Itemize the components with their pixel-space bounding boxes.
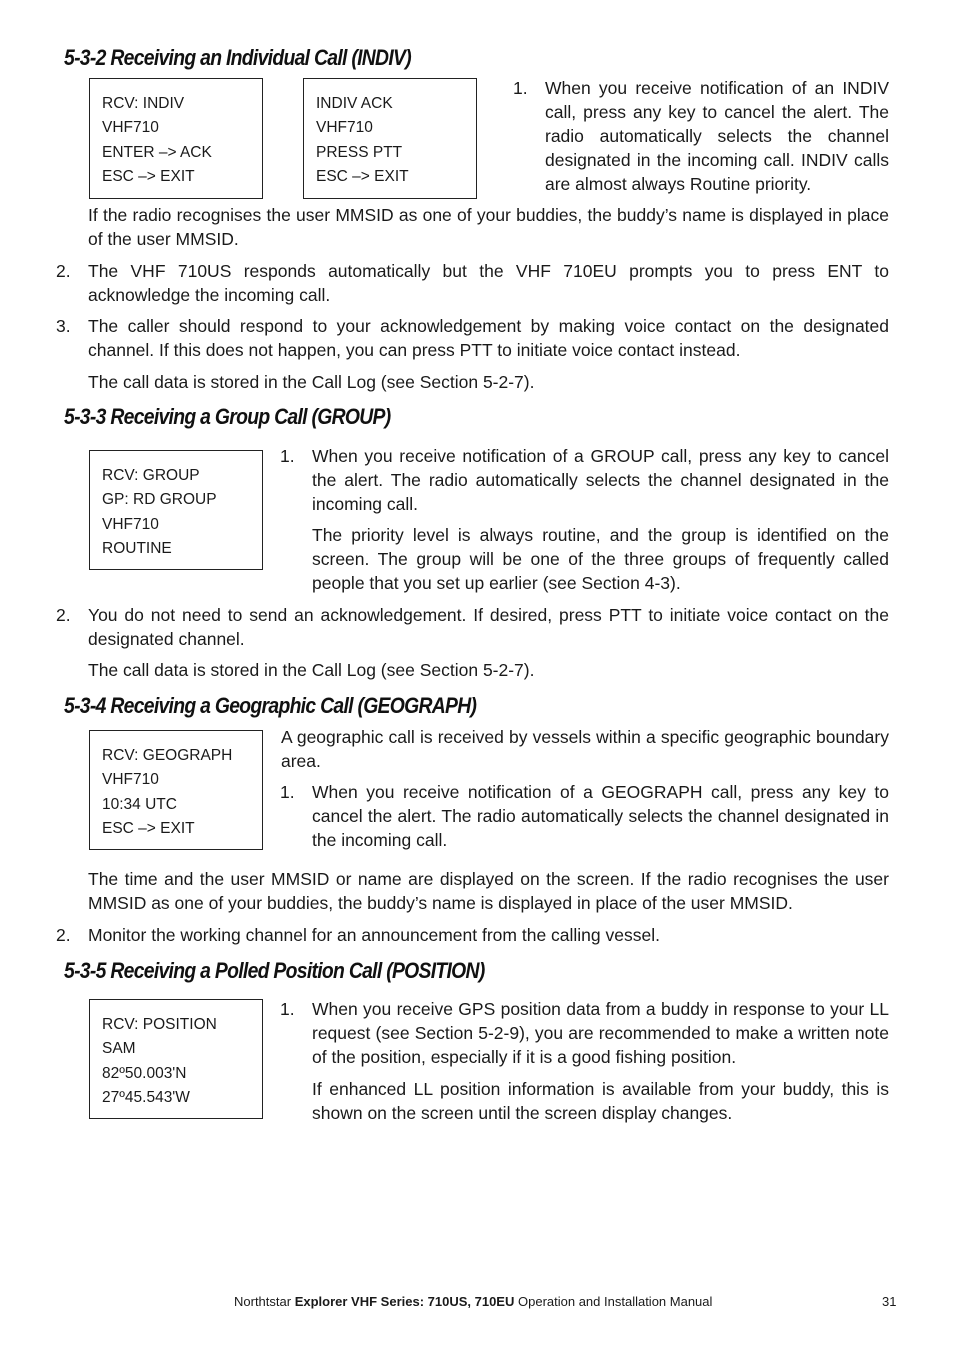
lcd-screen-rcv-group [89,450,263,570]
step-number: 1. [280,782,295,802]
step-text: The VHF 710US responds automatically but the VHF 710EU prompts you to press ENT to acknowledge the incoming call. [88,261,889,305]
lcd-line: VHF710 [316,119,373,137]
lcd-line: INDIV ACK [316,95,393,112]
step-text: You do not need to send an acknowledgement. If desired, press PTT to initiate voice contact on the designated channel. [88,605,889,649]
section-heading-5-3-4: 5-3-4 Receiving a Geographic Call (GEOGRAPH) [64,693,477,718]
lcd-line: 10:34 UTC [102,795,177,813]
step-text: The caller should respond to your acknowledgement by making voice contact on the designated channel. If this does not happen, you can press PTT to initiate voice contact instead. [88,316,889,360]
lcd-line: SAM [102,1040,136,1058]
lcd-line: 27º45.543'W [102,1088,190,1106]
step-note: If enhanced LL position information is available from your buddy, this is shown on the screen until the screen display changes. [312,1079,889,1123]
lcd-line: ROUTINE [102,539,172,557]
lcd-line: ENTER –> ACK [102,143,212,161]
step-note: The priority level is always routine, and the group is identified on the screen. The group will be one of the three groups of frequently called people that you set up earlier (see Section 4-3). [312,525,889,593]
section-intro: A geographic call is received by vessels within a specific geographic boundary area. [281,727,889,771]
section-heading-5-3-2: 5-3-2 Receiving an Individual Call (INDIV) [64,45,411,70]
step-number: 1. [280,446,295,466]
lcd-line: PRESS PTT [316,143,403,161]
step-note: If the radio recognises the user MMSID as one of your buddies, the buddy’s name is displayed in place of the user MMSID. [88,205,889,249]
lcd-screen-rcv-geograph [89,730,263,850]
footer-title [234,1293,712,1311]
step-note: The call data is stored in the Call Log (see Section 5-2-7). [88,660,535,680]
lcd-screen-rcv-position [89,999,263,1119]
step-note: The call data is stored in the Call Log (see Section 5-2-7). [88,372,535,392]
lcd-line: RCV: GROUP [102,467,200,484]
lcd-line: RCV: POSITION [102,1016,217,1033]
lcd-line: VHF710 [102,119,159,137]
lcd-screen-rcv-indiv [89,78,263,199]
step-number: 2. [56,605,71,625]
lcd-line: RCV: INDIV [102,95,185,112]
step-number: 1. [280,999,295,1019]
lcd-line: VHF710 [102,515,159,533]
lcd-line: ESC –> EXIT [316,167,409,185]
section-heading-5-3-5: 5-3-5 Receiving a Polled Position Call (POSITION) [64,958,485,983]
lcd-line: 82º50.003'N [102,1064,187,1082]
lcd-line: RCV: GEOGRAPH [102,747,233,764]
step-text: When you receive notification of a GROUP call, press any key to cancel the alert. The radio automatically selects the channel designated in the incoming call. [312,446,889,514]
step-note: The time and the user MMSID or name are displayed on the screen. If the radio recognises the user MMSID as one of your buddies, the buddy’s name is displayed in place of the user MMSID. [88,869,889,913]
step-number: 1. [513,78,528,98]
step-text: When you receive GPS position data from a buddy in response to your LL request (see Section 5-2-9), you are recommended to make a written note of the position, especially if it is a good fishing position. [312,999,889,1067]
step-number: 3. [56,316,71,336]
footer-series: Explorer VHF Series: 710US, 710EU [294,1294,515,1309]
step-text: Monitor the working channel for an announcement from the calling vessel. [88,925,660,945]
lcd-line: GP: RD GROUP [102,491,217,509]
lcd-line: VHF710 [102,771,159,789]
section-heading-5-3-3: 5-3-3 Receiving a Group Call (GROUP) [64,404,391,429]
step-number: 2. [56,261,71,281]
lcd-line: ESC –> EXIT [102,167,195,185]
footer-brand: Northtstar [234,1294,292,1309]
lcd-screen-indiv-ack [303,78,477,199]
footer-suffix: Operation and Installation Manual [518,1294,713,1309]
page-number: 31 [882,1294,897,1309]
step-text: When you receive notification of a GEOGRAPH call, press any key to cancel the alert. The radio automatically selects the channel designated in the incoming call. [312,782,889,850]
step-number: 2. [56,925,71,945]
step-text: When you receive notification of an INDIV call, press any key to cancel the alert. The radio automatically selects the channel designated in the incoming call. INDIV calls are almost always Routine priority. [545,78,889,194]
lcd-line: ESC –> EXIT [102,819,195,837]
